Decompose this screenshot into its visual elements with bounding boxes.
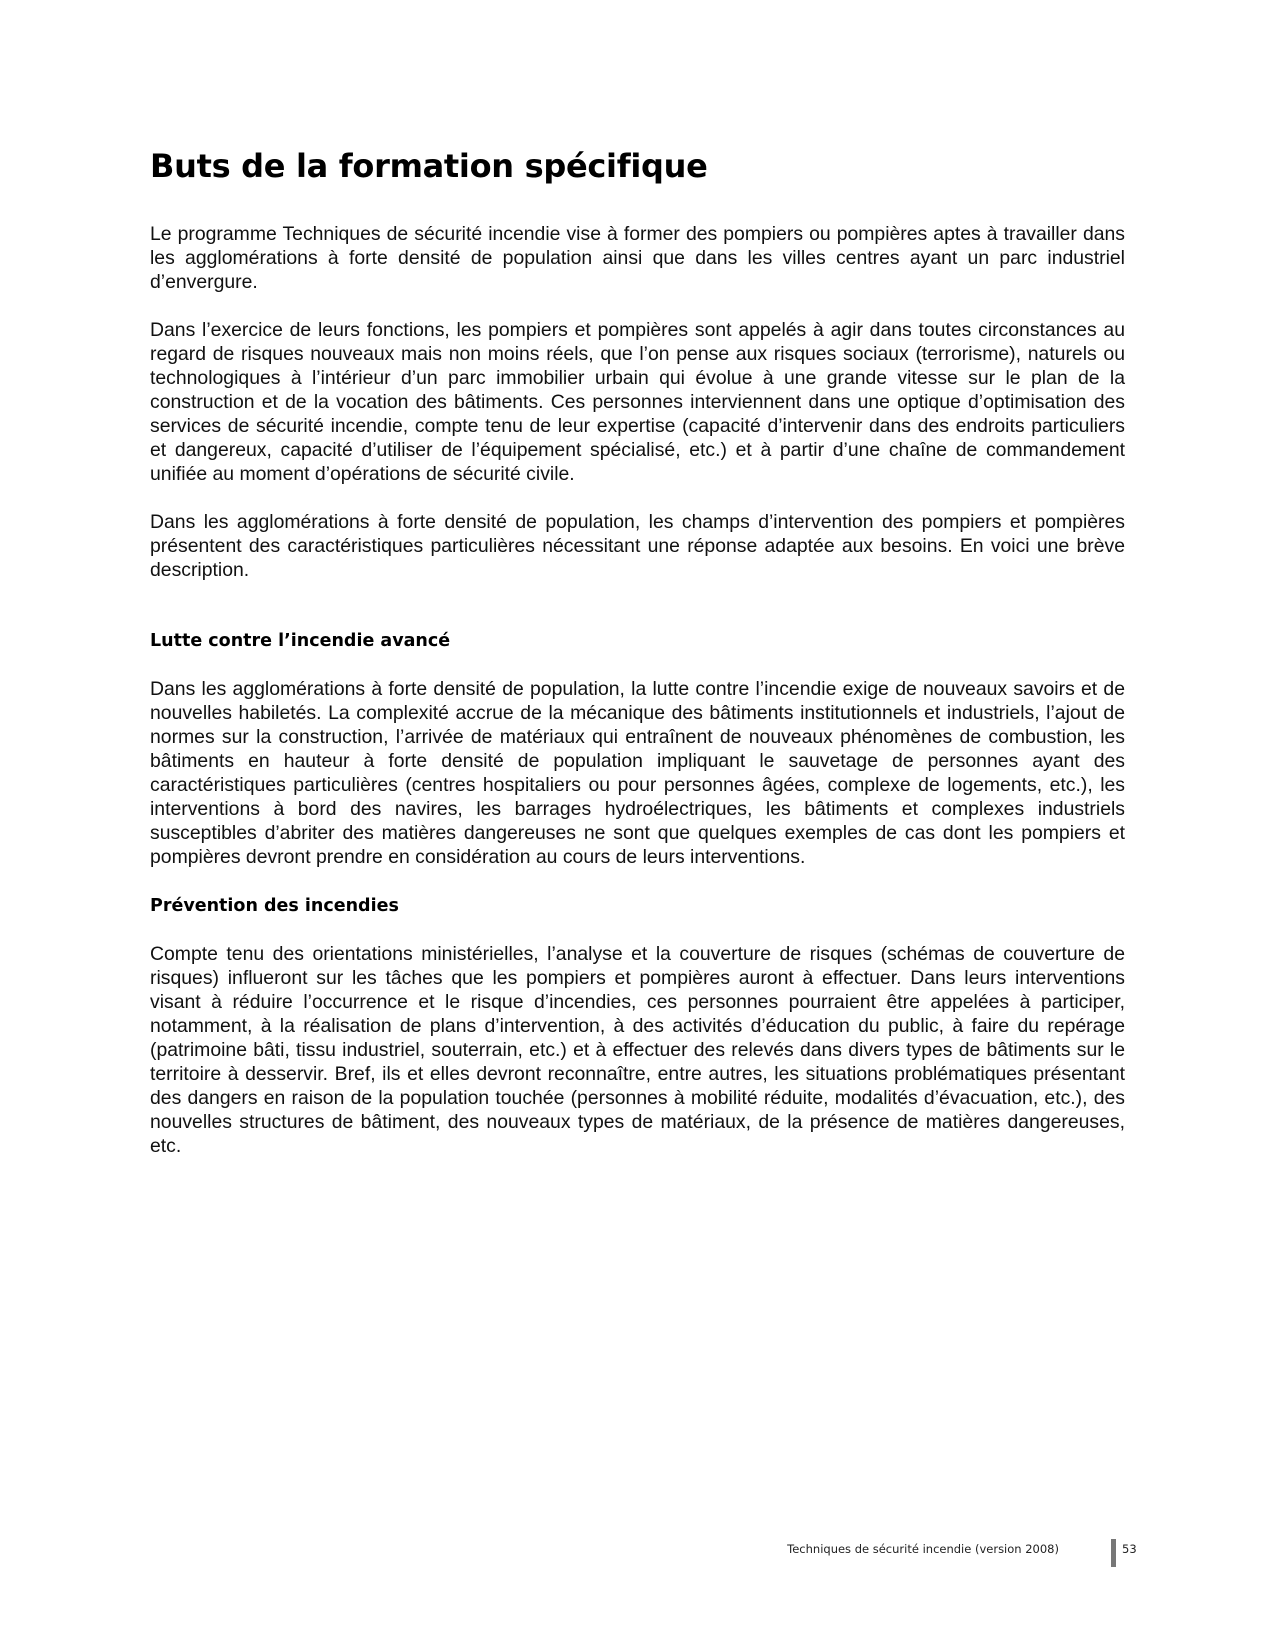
intro-paragraph-3: Dans les agglomérations à forte densité de population, les champs d’intervention des pompiers et pompières présentent des caractéristiques particulières nécessitant une réponse adaptée aux besoins. En voici une brève description.: [150, 511, 1125, 581]
page-content: [150, 146, 1125, 1158]
intro-paragraph-2: Dans l’exercice de leurs fonctions, les pompiers et pompières sont appelés à agir dans toutes circonstances au regard de risques nouveaux mais non moins réels, que l’on pense aux risques sociaux (terrorisme), naturels ou technologiques à l’intérieur d’un parc immobilier urbain qui évolue à une grande vitesse sur le plan de la construction et de la vocation des bâtiments. Ces personnes interviennent dans une optique d’optimisation des services de sécurité incendie, compte tenu de leur expertise (capacité d’intervenir dans des endroits particuliers et dangereux, capacité d’utiliser de l’équipement spécialisé, etc.) et à partir d’une chaîne de commandement unifiée au moment d’opérations de sécurité civile.: [150, 319, 1125, 485]
section-body-lutte-incendie: Dans les agglomérations à forte densité de population, la lutte contre l’incendie exige de nouveaux savoirs et de nouvelles habiletés. La complexité accrue de la mécanique des bâtiments institutionnels et industriels, l’ajout de normes sur la construction, l’arrivée de matériaux qui entraînent de nouveaux phénomènes de combustion, les bâtiments en hauteur à forte densité de population impliquant le sauvetage de personnes ayant des caractéristiques particulières (centres hospitaliers ou pour personnes âgées, complexe de logements, etc.), les interventions à bord des navires, les barrages hydroélectriques, les bâtiments et complexes industriels susceptibles d’abriter des matières dangereuses ne sont que quelques exemples de cas dont les pompiers et pompières devront prendre en considération au cours de leurs interventions.: [150, 678, 1125, 868]
section-body-prevention: Compte tenu des orientations ministérielles, l’analyse et la couverture de risques (schémas de couverture de risques) influeront sur les tâches que les pompiers et pompières auront à effectuer. Dans leurs interventions visant à réduire l’occurrence et le risque d’incendies, ces personnes pourraient être appelées à participer, notamment, à la réalisation de plans d’intervention, à des activités d’éducation du public, à faire du repérage (patrimoine bâti, tissu industriel, souterrain, etc.) et à effectuer des relevés dans divers types de bâtiments sur le territoire à desservir. Bref, ils et elles devront reconnaître, entre autres, les situations problématiques présentant des dangers en raison de la population touchée (personnes à mobilité réduite, modalités d’évacuation, etc.), des nouvelles structures de bâtiment, des nouveaux types de matériaux, de la présence de matières dangereuses, etc.: [150, 943, 1125, 1157]
section-heading-lutte-incendie: Lutte contre l’incendie avancé: [150, 631, 451, 651]
intro-paragraph-1: Le programme Techniques de sécurité incendie vise à former des pompiers ou pompières aptes à travailler dans les agglomérations à forte densité de population ainsi que dans les villes centres ayant un parc industriel d’envergure.: [150, 223, 1125, 293]
page-title: Buts de la formation spécifique: [150, 147, 708, 185]
page-footer: [780, 1540, 1137, 1570]
footer-document-title: Techniques de sécurité incendie (version 2008): [787, 1542, 1059, 1556]
page-number: 53: [1122, 1542, 1137, 1556]
section-heading-prevention: Prévention des incendies: [150, 896, 399, 916]
footer-divider: [1111, 1539, 1116, 1567]
